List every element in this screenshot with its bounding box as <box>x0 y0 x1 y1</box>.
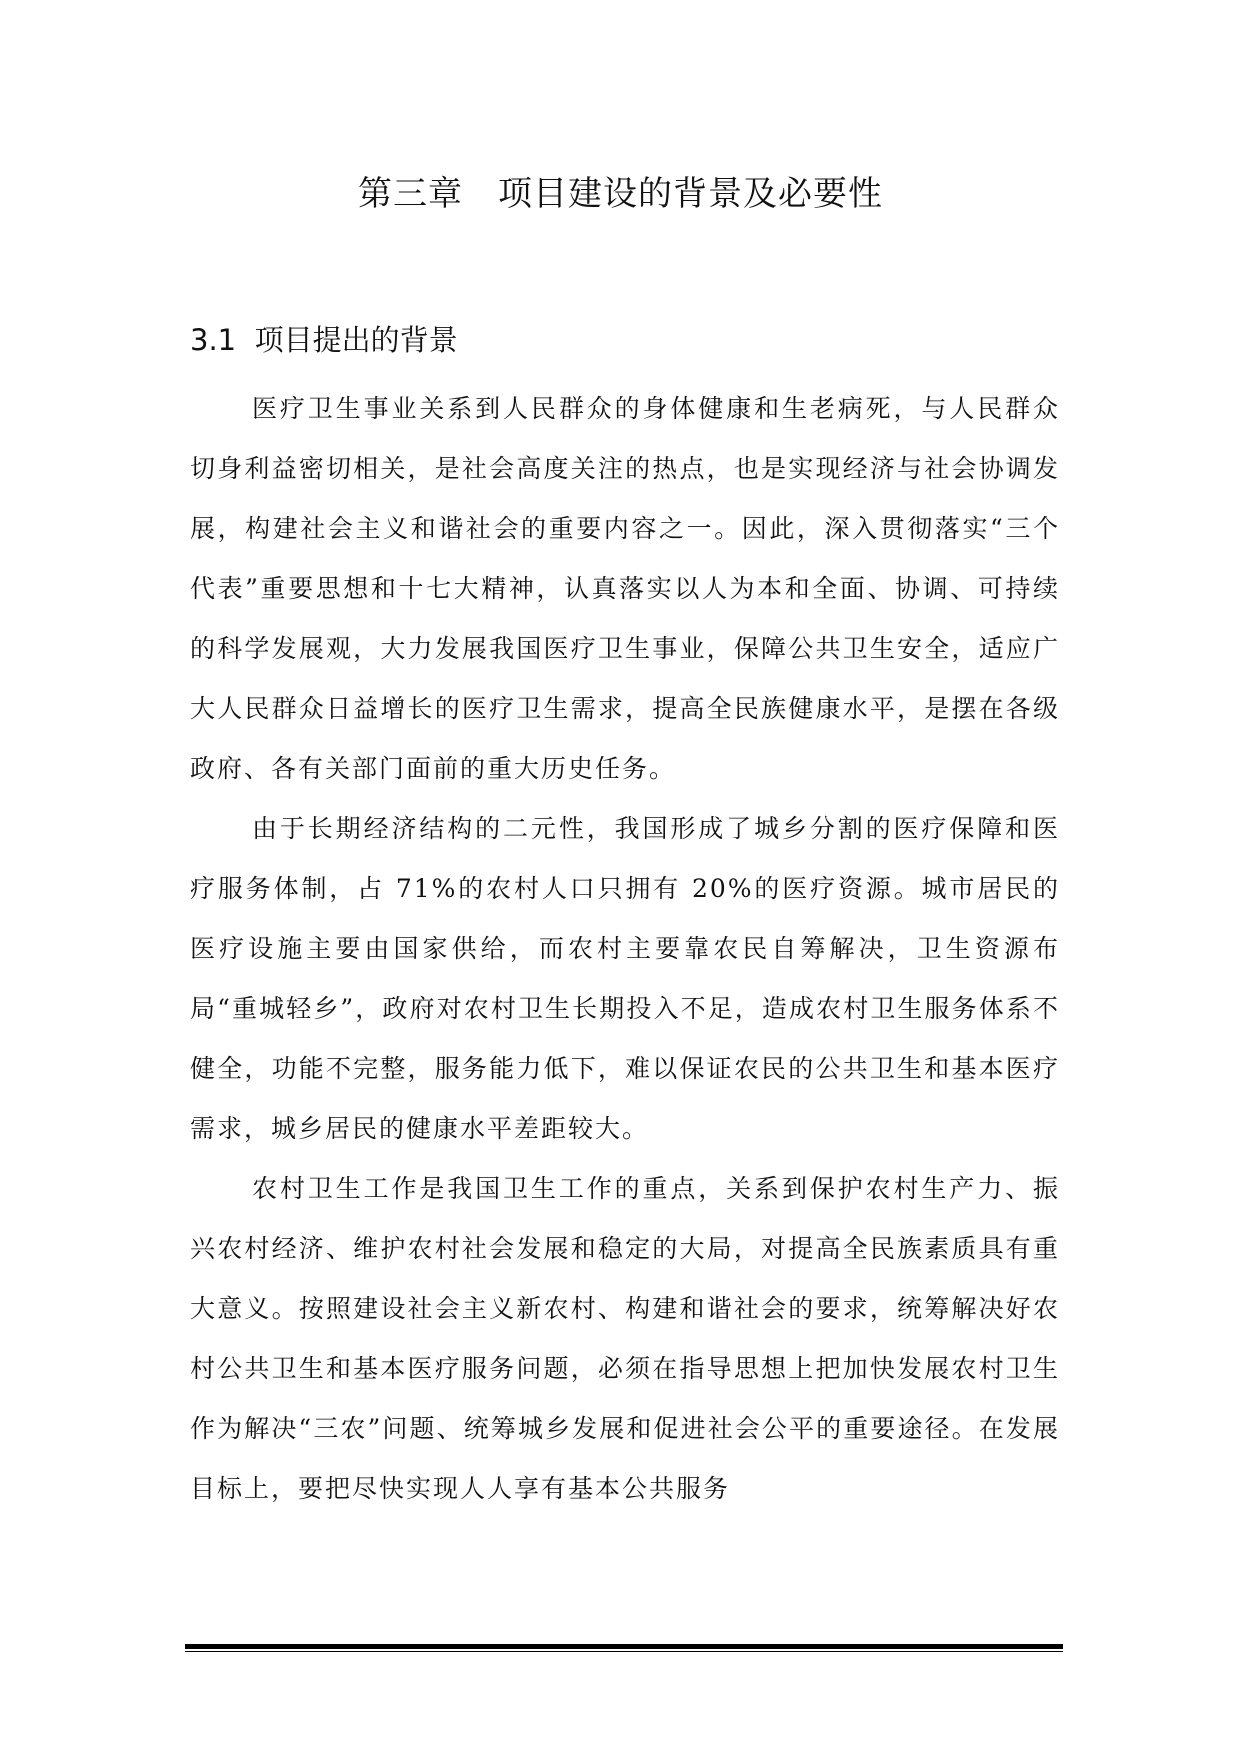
paragraph-1: 医疗卫生事业关系到人民群众的身体健康和生老病死，与人民群众切身利益密切相关，是社会高度关注的热点，也是实现经济与社会协调发展，构建社会主义和谐社会的重要内容之一。因此，深入贯彻落实“三个代表”重要思想和十七大精神，认真落实以人为本和全面、协调、可持续的科学发展观，大力发展我国医疗卫生事业，保障公共卫生安全，适应广大人民群众日益增长的医疗卫生需求，提高全民族健康水平，是摆在各级政府、各有关部门面前的重大历史任务。 <box>190 394 1060 783</box>
body-text <box>190 379 1060 1519</box>
paragraph-2: 由于长期经济结构的二元性，我国形成了城乡分割的医疗保障和医疗服务体制，占 71%的农村人口只拥有 20%的医疗资源。城市居民的医疗设施主要由国家供给，而农村主要靠农民自筹解决，卫生资源布局“重城轻乡”，政府对农村卫生长期投入不足，造成农村卫生服务体系不健全，功能不完整，服务能力低下，难以保证农民的公共卫生和基本医疗需求，城乡居民的健康水平差距较大。 <box>190 814 1060 1143</box>
footer-divider-thick-line <box>185 1644 1063 1649</box>
footer-divider-thin-line <box>185 1651 1063 1652</box>
chapter-title: 第三章 项目建设的背景及必要性 <box>358 174 883 214</box>
footer-divider <box>185 1644 1063 1652</box>
section-heading <box>190 320 458 360</box>
section-title: 项目提出的背景 <box>254 323 458 357</box>
section-number: 3.1 <box>190 323 237 357</box>
paragraph-3: 农村卫生工作是我国卫生工作的重点，关系到保护农村生产力、振兴农村经济、维护农村社会发展和稳定的大局，对提高全民族素质具有重大意义。按照建设社会主义新农村、构建和谐社会的要求，统筹解决好农村公共卫生和基本医疗服务问题，必须在指导思想上把加快发展农村卫生作为解决“三农”问题、统筹城乡发展和促进社会公平的重要途径。在发展目标上，要把尽快实现人人享有基本公共服务 <box>190 1174 1060 1503</box>
